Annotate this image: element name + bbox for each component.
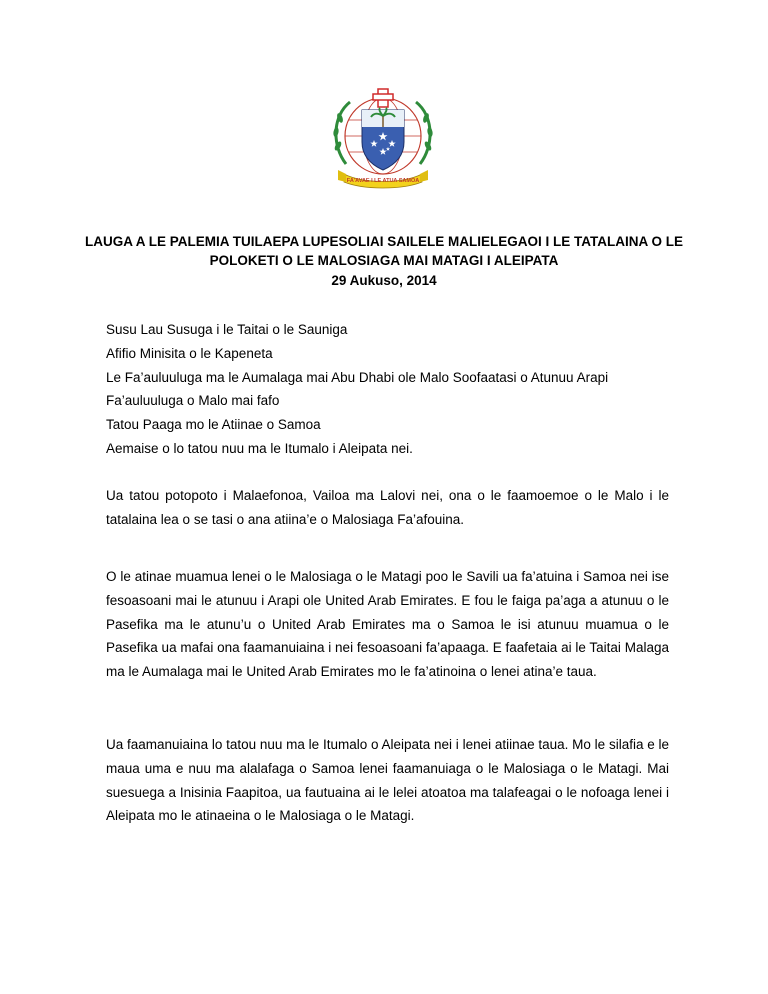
salutation-line: Le Fa’auluuluga ma le Aumalaga mai Abu Dhabi ole Malo Soofaatasi o Atunuu Arapi [106,369,609,385]
body-paragraph: O le atinae muamua lenei o le Malosiaga o le Matagi poo le Savili ua fa’atuina i Samoa nei ise fesoasoani mai le atunuu i Arapi ole United Arab Emirates. E fou le faiga pa’aga a atunuu o le Pasefika ma le atunu’u o United Arab Emirates ma o Samoa le isi atunuu muamua o le Pasefika ua mafai ona faamanuiaina i nei fesoasoani fa’apaaga. E faafetaia ai le Taitai Malaga ma le Aumalaga mai le United Arab Emirates mo le fa’atinoina o lenei atina’e taua. [106,569,669,680]
salutations-block [106,318,686,461]
salutation-line: Fa’auluuluga o Malo mai fafo [106,393,280,409]
salutation-line: Susu Lau Susuga i le Taitai o le Sauniga [106,322,348,337]
salutation-line: Tatou Paaga mo le Atiinae o Samoa [106,417,321,433]
speech-date: 29 Aukuso, 2014 [331,273,437,288]
body-paragraph: Ua faamanuiaina lo tatou nuu ma le Itumalo o Aleipata nei i lenei atiinae taua. Mo le silafia e le maua uma e nuu ma alalafaga o Samoa lenei faamanuiaga o le Malosiaga o le Matagi. Mai suesuega a Inisinia Faapitoa, ua fautuaina ai le lelei atoatoa ma talafeagai o le nofoaga lenei i Aleipata mo le atinaeina o le Malosiaga o le Matagi. [106,737,669,824]
speech-title: LAUGA A LE PALEMIA TUILAEPA LUPESOLIAI SAILELE MALIELEGAOI I LE TATALAINA O LE POLOKETI O LE MALOSIAGA MAI MATAGI I ALEIPATA [85,234,683,268]
crest-motto: FA'AVAE I LE ATUA SAMOA [346,178,420,184]
salutation-line: Afifio Minisita o le Kapeneta [106,345,273,361]
body-paragraph: Ua tatou potopoto i Malaefonoa, Vailoa ma Lalovi nei, ona o le faamoemoe o le Malo i le tatalaina lea o se tasi o ana atiina’e o Malosiaga Fa’afouina. [106,488,669,527]
salutation-line: Aemaise o lo tatou nuu ma le Itumalo i Aleipata nei. [106,440,413,456]
samoa-coat-of-arms-icon [324,86,442,190]
